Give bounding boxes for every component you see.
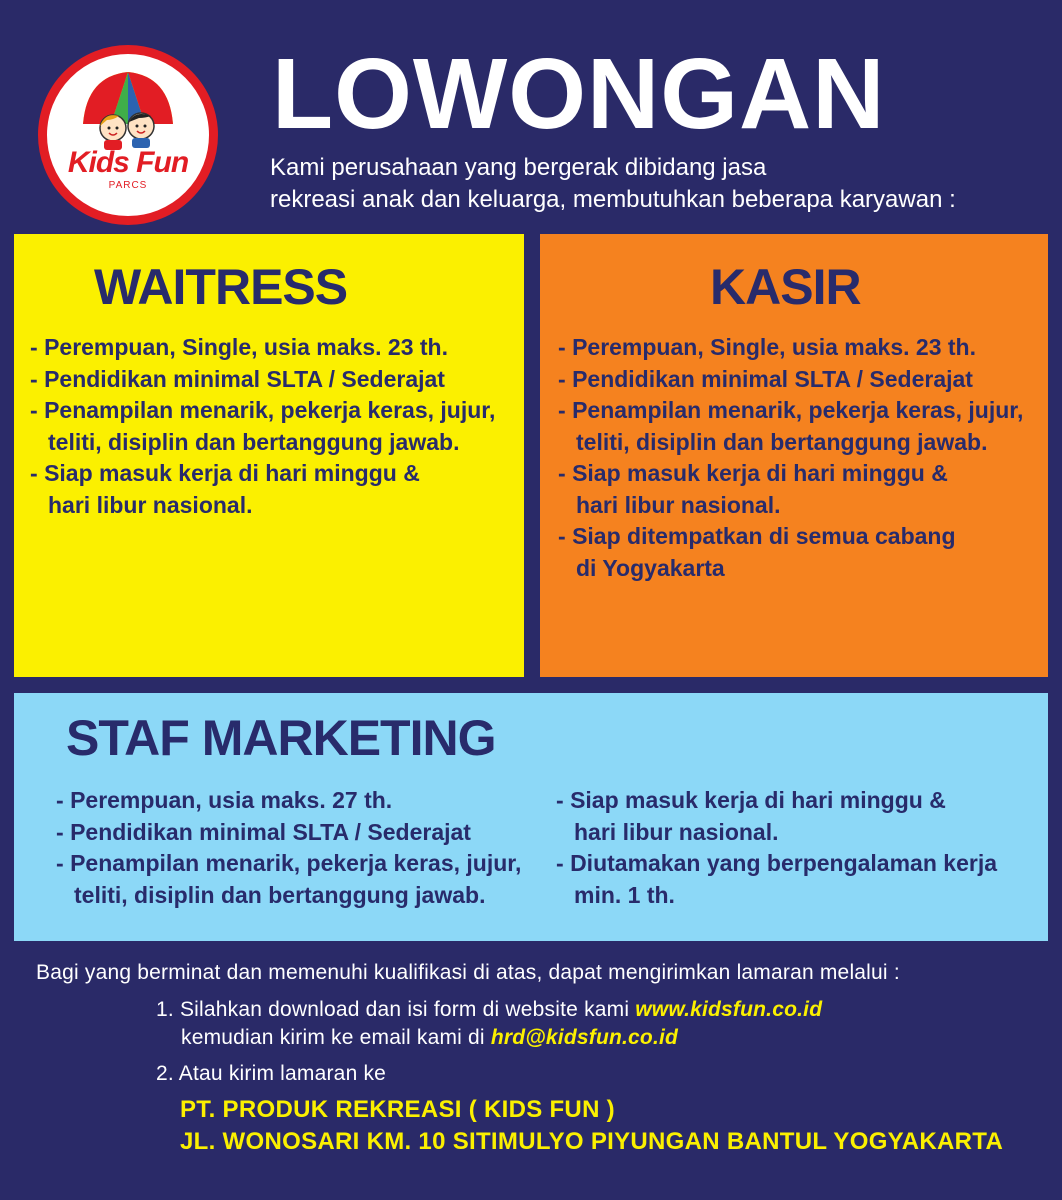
- application-intro: Bagi yang berminat dan memenuhi kualifikasi di atas, dapat mengirimkan lamaran melalui :: [36, 961, 900, 984]
- requirement-item: - Pendidikan minimal SLTA / Sederajat: [548, 364, 1043, 396]
- company-name: PT. PRODUK REKREASI ( KIDS FUN ): [180, 1096, 615, 1123]
- email-link[interactable]: hrd@kidsfun.co.id: [490, 1026, 679, 1049]
- requirement-item: - Diutamakan yang berpengalaman kerja min. 1 th.: [546, 848, 1046, 911]
- requirement-item: - Siap ditempatkan di semua cabang di Yogyakarta: [548, 521, 1043, 584]
- requirement-item: - Pendidikan minimal SLTA / Sederajat: [46, 817, 546, 849]
- requirement-item: - Penampilan menarik, pekerja keras, jujur, teliti, disiplin dan bertanggung jawab.: [20, 395, 520, 458]
- step-2: 2. Atau kirim lamaran ke: [156, 1062, 387, 1085]
- requirement-item: - Siap masuk kerja di hari minggu & hari libur nasional.: [546, 785, 1046, 848]
- waitress-title: WAITRESS: [94, 259, 348, 315]
- intro-line-1: Kami perusahaan yang bergerak dibidang jasa: [270, 154, 767, 181]
- marketing-requirements-right: [546, 785, 1046, 911]
- marketing-section: [14, 693, 1048, 941]
- waitress-section: [14, 234, 524, 677]
- umbrella-kids-icon: [47, 54, 209, 216]
- intro-line-2: rekreasi anak dan keluarga, membutuhkan beberapa karyawan :: [270, 186, 956, 213]
- website-link[interactable]: www.kidsfun.co.id: [635, 998, 823, 1021]
- requirement-item: - Siap masuk kerja di hari minggu & hari libur nasional.: [20, 458, 520, 521]
- company-address: JL. WONOSARI KM. 10 SITIMULYO PIYUNGAN BANTUL YOGYAKARTA: [180, 1128, 1004, 1155]
- marketing-requirements-left: [46, 785, 546, 911]
- kasir-requirements: [548, 332, 1043, 584]
- logo-sub-text: PARCS: [108, 180, 148, 191]
- requirement-item: - Penampilan menarik, pekerja keras, jujur, teliti, disiplin dan bertanggung jawab.: [548, 395, 1043, 458]
- step-1-continued: [181, 1026, 678, 1050]
- requirement-item: - Perempuan, Single, usia maks. 23 th.: [20, 332, 520, 364]
- kasir-title: KASIR: [710, 259, 861, 315]
- step-1b-text: kemudian kirim ke email kami di: [181, 1026, 491, 1049]
- intro-text: [270, 152, 956, 216]
- requirement-item: - Perempuan, usia maks. 27 th.: [46, 785, 546, 817]
- waitress-requirements: [20, 332, 520, 521]
- logo-brand-text: Kids Fun: [67, 146, 189, 179]
- kids-fun-logo: [38, 45, 218, 225]
- marketing-title: STAF MARKETING: [66, 710, 496, 766]
- requirement-item: - Perempuan, Single, usia maks. 23 th.: [548, 332, 1043, 364]
- step-1: [156, 998, 822, 1022]
- requirement-item: - Pendidikan minimal SLTA / Sederajat: [20, 364, 520, 396]
- step-1-text: 1. Silahkan download dan isi form di website kami: [156, 998, 636, 1021]
- headline-title: LOWONGAN: [272, 38, 886, 150]
- requirement-item: - Penampilan menarik, pekerja keras, jujur, teliti, disiplin dan bertanggung jawab.: [46, 848, 546, 911]
- requirement-item: - Siap masuk kerja di hari minggu & hari libur nasional.: [548, 458, 1043, 521]
- kasir-section: [540, 234, 1048, 677]
